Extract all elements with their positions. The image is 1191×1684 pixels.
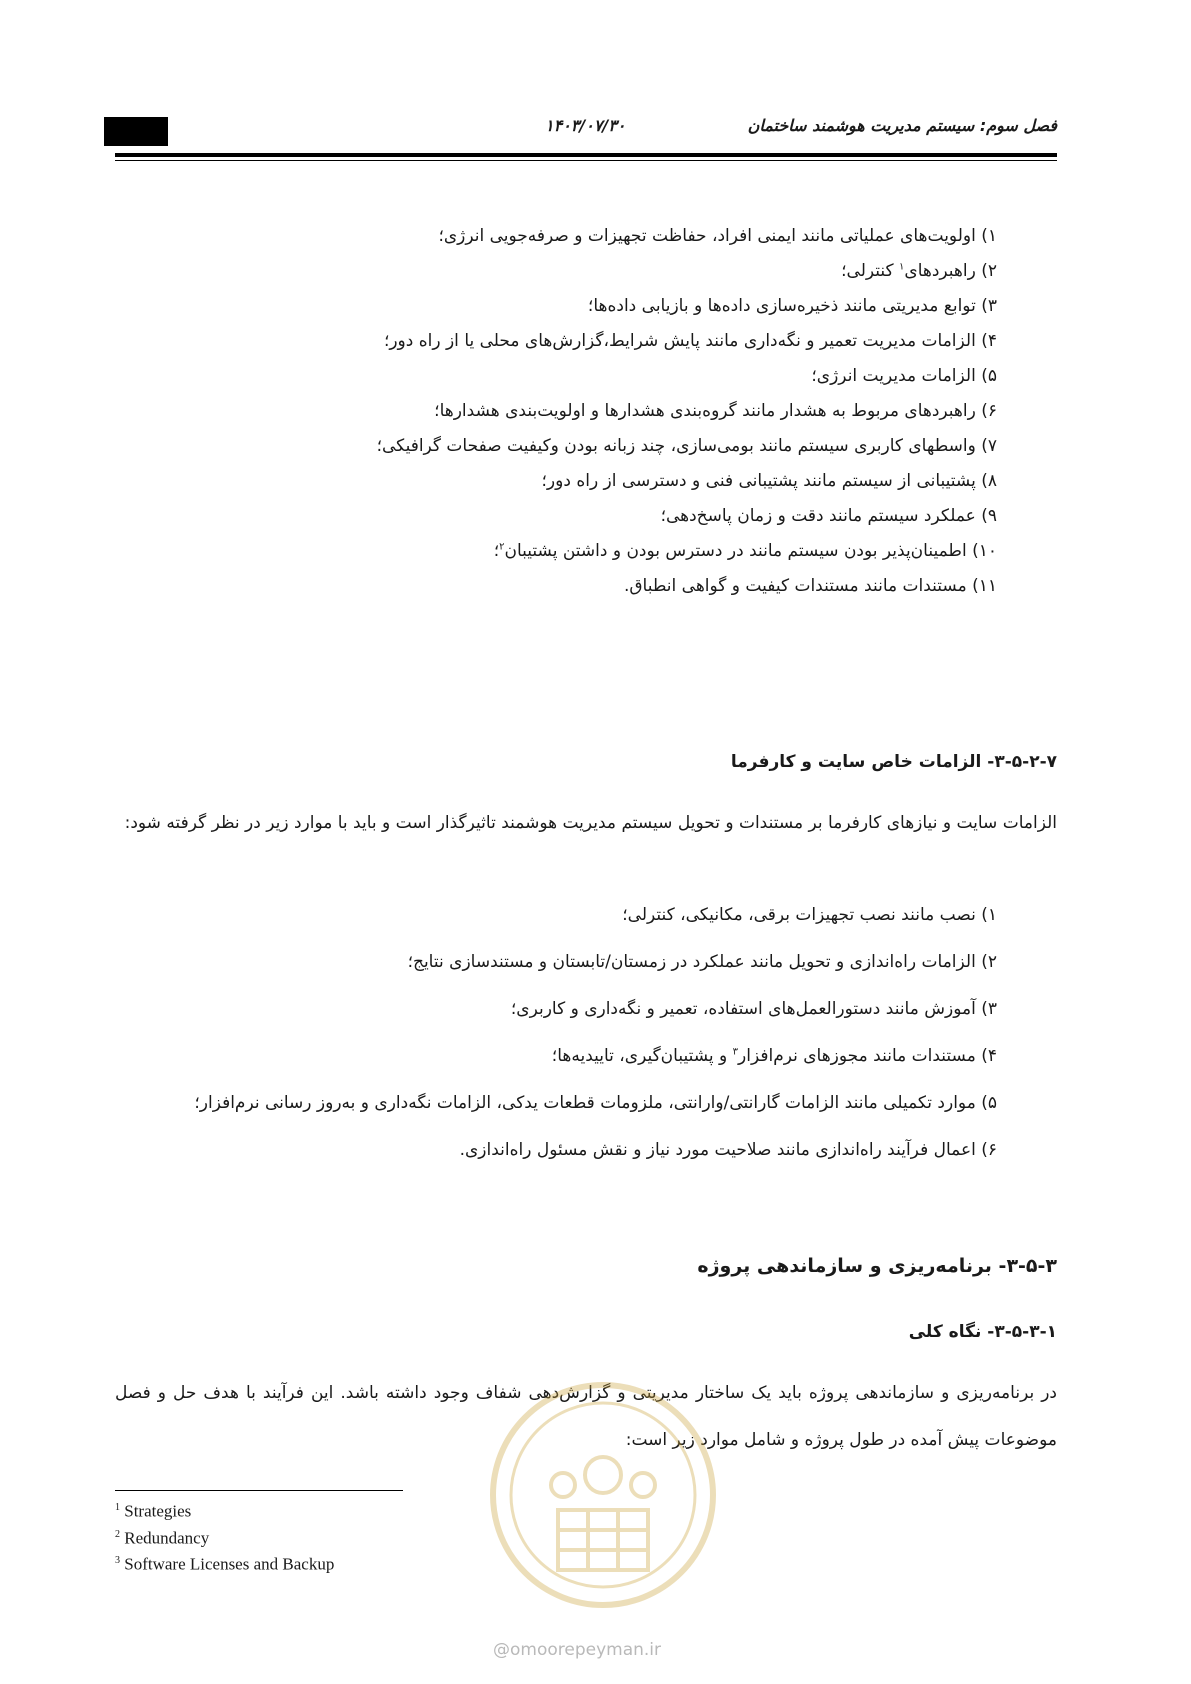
list-item: ۵) الزامات مدیریت انرژی؛ [811, 366, 997, 386]
footnotes [115, 1496, 334, 1576]
list-item: ۶) راهبردهای مربوط به هشدار مانند گروه‌بندی هشدارها و اولویت‌بندی هشدارها؛ [434, 401, 997, 421]
section-paragraph: الزامات سایت و نیازهای کارفرما بر مستندات و تحویل سیستم مدیریت هوشمند تاثیرگذار است و باید با موارد زیر در نظر گرفته شود: [124, 813, 1057, 833]
list-item: ۱۱) مستندات مانند مستندات کیفیت و گواهی انطباق. [623, 576, 997, 596]
list-item: ۶) اعمال فرآیند راه‌اندازی مانند صلاحیت مورد نیاز و نقش مسئول راه‌اندازی. [459, 1140, 997, 1160]
watermark-text: @omoorepeyman.ir [493, 1640, 662, 1660]
section-heading-site-requirements: ۳-۵-۲-۷- الزامات خاص سایت و کارفرما [730, 752, 1057, 772]
section-heading-project-planning: ۳-۵-۳- برنامه‌ریزی و سازماندهی پروژه [697, 1255, 1057, 1277]
header-rule-thick [115, 153, 1057, 157]
section-heading-overview: ۳-۵-۳-۱- نگاه کلی [908, 1322, 1057, 1342]
list-item: ۴) مستندات مانند مجوزهای نرم‌افزار$^۳$ و پشتیبان‌گیری، تاییدیه‌ها؛ [551, 1046, 997, 1066]
list-item: ۲) راهبردهای$^۱$ کنترلی؛ [841, 261, 997, 281]
header-black-box [104, 117, 168, 146]
footnote: $^1$ Strategies [115, 1501, 192, 1521]
list-item: ۱۰) اطمینان‌پذیر بودن سیستم مانند در دسترس بودن و داشتن پشتیبان$^۲$؛ [493, 541, 997, 561]
list-item: ۱) اولویت‌های عملیاتی مانند ایمنی افراد، حفاظت تجهیزات و صرفه‌جویی انرژی؛ [438, 226, 997, 246]
site-requirements-list [115, 892, 997, 1174]
list-item: ۱) نصب مانند نصب تجهیزات برقی، مکانیکی، کنترلی؛ [622, 905, 997, 925]
footnote: $^2$ Redundancy [115, 1528, 210, 1548]
section-paragraph: در برنامه‌ریزی و سازماندهی پروژه باید یک ساختار مدیریتی و گزارش‌دهی شفاف وجود داشته باشد. این فرآیند با هدف حل و فصل موضوعات پیش آمده در طول پروژه و شامل موارد زیر است: [115, 1383, 1057, 1450]
watermark-seal-icon [488, 1380, 718, 1610]
requirements-list [137, 213, 997, 610]
header-date: ۱۴۰۳/۰۷/۳۰ [545, 116, 626, 135]
footnote-ref[interactable]: ۲ [499, 541, 505, 553]
footnote: $^3$ Software Licenses and Backup [115, 1554, 335, 1574]
footnote-ref[interactable]: ۱ [899, 261, 905, 273]
list-item: ۸) پشتیبانی از سیستم مانند پشتیبانی فنی و دسترسی از راه دور؛ [541, 471, 997, 491]
list-item: ۳) آموزش مانند دستورالعمل‌های استفاده، تعمیر و نگه‌داری و کاربری؛ [510, 999, 997, 1019]
header-rule-thin [115, 160, 1057, 161]
list-item: ۹) عملکرد سیستم مانند دقت و زمان پاسخ‌دهی؛ [660, 506, 997, 526]
footnote-separator [115, 1490, 403, 1491]
chapter-title: فصل سوم: سیستم مدیریت هوشمند ساختمان [747, 116, 1057, 135]
list-item: ۲) الزامات راه‌اندازی و تحویل مانند عملکرد در زمستان/تابستان و مستندسازی نتایج؛ [407, 952, 997, 972]
list-item: ۵) موارد تکمیلی مانند الزامات گارانتی/وارانتی، ملزومات قطعات یدکی، الزامات نگه‌داری و به‌روز رسانی نرم‌افزار؛ [194, 1093, 997, 1113]
list-item: ۴) الزامات مدیریت تعمیر و نگه‌داری مانند پایش شرایط،گزارش‌های محلی یا از راه دور؛ [383, 331, 997, 351]
list-item: ۷) واسطهای کاربری سیستم مانند بومی‌سازی، چند زبانه بودن وکیفیت صفحات گرافیکی؛ [376, 436, 997, 456]
footnote-ref[interactable]: ۳ [732, 1046, 739, 1058]
list-item: ۳) توابع مدیریتی مانند ذخیره‌سازی داده‌ها و بازیابی داده‌ها؛ [587, 296, 997, 316]
